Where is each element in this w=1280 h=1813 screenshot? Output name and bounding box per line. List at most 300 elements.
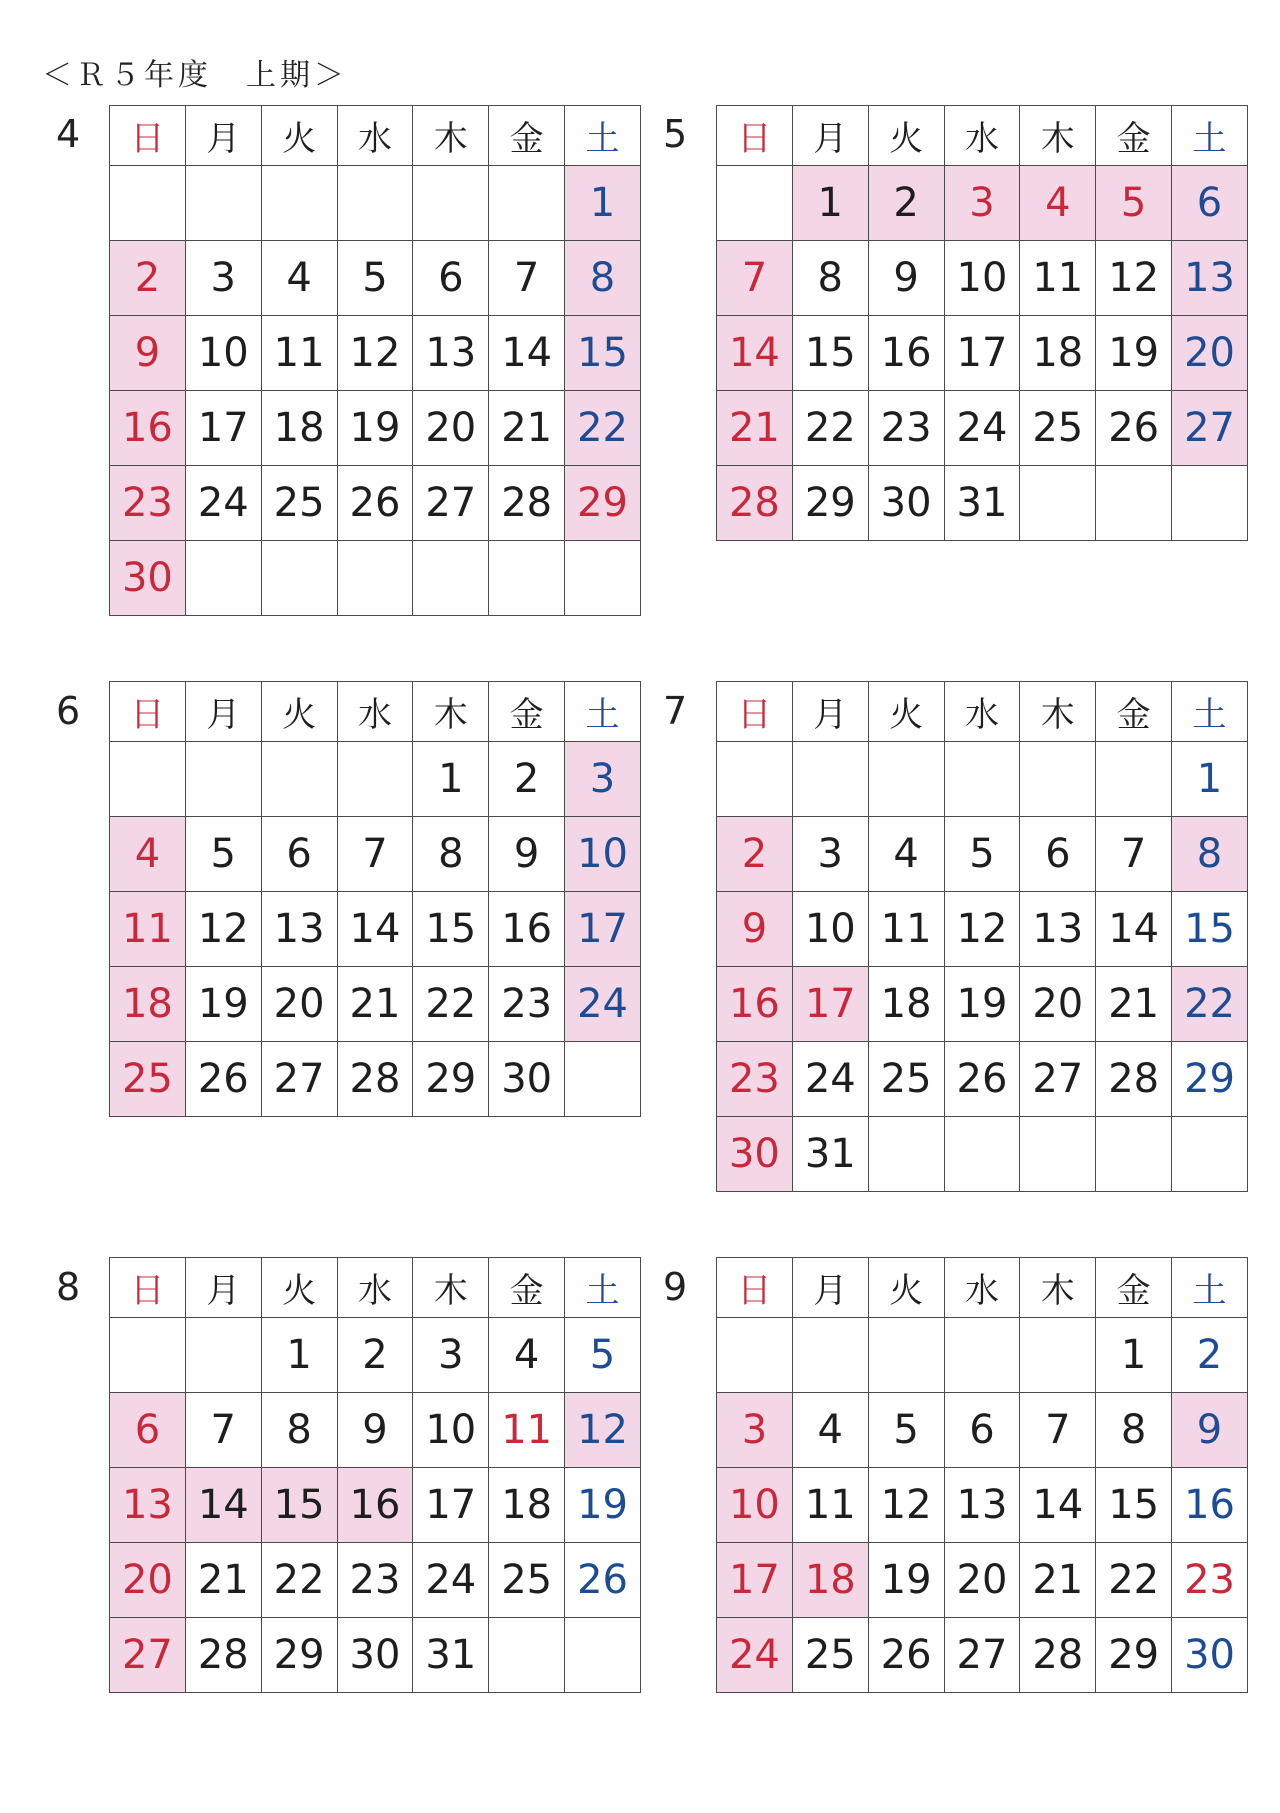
day-cell: 5 [185, 817, 261, 892]
week-row [110, 742, 641, 817]
day-cell: 13 [1172, 241, 1248, 316]
day-cell: 25 [868, 1042, 944, 1117]
day-cell: 28 [185, 1618, 261, 1693]
day-cell: 3 [944, 166, 1020, 241]
empty-cell [185, 1318, 261, 1393]
day-cell: 24 [413, 1543, 489, 1618]
empty-cell [565, 541, 641, 616]
empty-cell [1172, 1117, 1248, 1192]
day-cell: 2 [489, 742, 565, 817]
day-cell: 17 [185, 391, 261, 466]
empty-cell [717, 166, 793, 241]
day-cell: 1 [413, 742, 489, 817]
day-cell: 31 [944, 466, 1020, 541]
day-cell: 18 [489, 1468, 565, 1543]
day-cell: 18 [1020, 316, 1096, 391]
day-cell: 28 [1096, 1042, 1172, 1117]
day-cell: 8 [792, 241, 868, 316]
empty-cell [1096, 742, 1172, 817]
day-cell: 23 [717, 1042, 793, 1117]
day-cell: 27 [1172, 391, 1248, 466]
empty-cell [489, 1618, 565, 1693]
month-label-september: 9 [663, 1265, 688, 1309]
weekday-header: 日 [717, 106, 793, 166]
day-cell: 30 [868, 466, 944, 541]
day-cell: 23 [868, 391, 944, 466]
day-cell: 25 [261, 466, 337, 541]
day-cell: 28 [717, 466, 793, 541]
empty-cell [337, 166, 413, 241]
day-cell: 18 [792, 1543, 868, 1618]
day-cell: 16 [717, 967, 793, 1042]
empty-cell [489, 541, 565, 616]
weekday-header: 金 [489, 106, 565, 166]
weekday-header: 火 [261, 106, 337, 166]
weekday-header: 金 [1096, 106, 1172, 166]
day-cell: 4 [868, 817, 944, 892]
empty-cell [1020, 742, 1096, 817]
day-cell: 16 [337, 1468, 413, 1543]
day-cell: 19 [337, 391, 413, 466]
day-cell: 25 [489, 1543, 565, 1618]
day-cell: 5 [337, 241, 413, 316]
day-cell: 8 [1172, 817, 1248, 892]
page-title: ＜Ｒ５年度 上期＞ [42, 58, 348, 93]
empty-cell [1020, 1318, 1096, 1393]
day-cell: 19 [868, 1543, 944, 1618]
empty-cell [1096, 466, 1172, 541]
empty-cell [792, 742, 868, 817]
month-label-april: 4 [56, 112, 81, 156]
empty-cell [413, 166, 489, 241]
day-cell: 16 [489, 892, 565, 967]
day-cell: 29 [1172, 1042, 1248, 1117]
day-cell: 6 [261, 817, 337, 892]
day-cell: 23 [337, 1543, 413, 1618]
week-row [717, 466, 1248, 541]
day-cell: 4 [489, 1318, 565, 1393]
day-cell: 30 [717, 1117, 793, 1192]
day-cell: 25 [792, 1618, 868, 1693]
day-cell: 21 [1096, 967, 1172, 1042]
day-cell: 10 [565, 817, 641, 892]
weekday-header: 水 [944, 106, 1020, 166]
day-cell: 22 [413, 967, 489, 1042]
day-cell: 16 [110, 391, 186, 466]
weekday-header: 土 [565, 682, 641, 742]
empty-cell [489, 166, 565, 241]
day-cell: 1 [1096, 1318, 1172, 1393]
day-cell: 10 [413, 1393, 489, 1468]
day-cell: 14 [717, 316, 793, 391]
empty-cell [337, 742, 413, 817]
week-row [717, 316, 1248, 391]
day-cell: 23 [110, 466, 186, 541]
day-cell: 12 [1096, 241, 1172, 316]
day-cell: 29 [261, 1618, 337, 1693]
day-cell: 22 [1096, 1543, 1172, 1618]
empty-cell [185, 541, 261, 616]
day-cell: 18 [261, 391, 337, 466]
day-cell: 15 [1172, 892, 1248, 967]
weekday-header-row [110, 682, 641, 742]
week-row [110, 892, 641, 967]
week-row [717, 742, 1248, 817]
week-row [110, 1543, 641, 1618]
day-cell: 13 [1020, 892, 1096, 967]
weekday-header: 月 [792, 682, 868, 742]
day-cell: 14 [1020, 1468, 1096, 1543]
day-cell: 11 [489, 1393, 565, 1468]
weekday-header-row [110, 106, 641, 166]
empty-cell [565, 1042, 641, 1117]
weekday-header: 土 [1172, 682, 1248, 742]
week-row [110, 967, 641, 1042]
day-cell: 12 [337, 316, 413, 391]
day-cell: 1 [792, 166, 868, 241]
day-cell: 2 [337, 1318, 413, 1393]
day-cell: 21 [489, 391, 565, 466]
day-cell: 11 [792, 1468, 868, 1543]
week-row [717, 1618, 1248, 1693]
day-cell: 19 [944, 967, 1020, 1042]
day-cell: 30 [337, 1618, 413, 1693]
day-cell: 7 [185, 1393, 261, 1468]
day-cell: 17 [944, 316, 1020, 391]
weekday-header: 木 [1020, 1258, 1096, 1318]
day-cell: 24 [944, 391, 1020, 466]
empty-cell [944, 1117, 1020, 1192]
day-cell: 20 [1172, 316, 1248, 391]
day-cell: 29 [413, 1042, 489, 1117]
empty-cell [868, 1318, 944, 1393]
empty-cell [1096, 1117, 1172, 1192]
day-cell: 12 [944, 892, 1020, 967]
day-cell: 9 [717, 892, 793, 967]
weekday-header: 月 [185, 106, 261, 166]
day-cell: 10 [717, 1468, 793, 1543]
weekday-header: 水 [337, 682, 413, 742]
day-cell: 4 [792, 1393, 868, 1468]
day-cell: 27 [944, 1618, 1020, 1693]
day-cell: 17 [413, 1468, 489, 1543]
weekday-header: 土 [565, 106, 641, 166]
day-cell: 20 [413, 391, 489, 466]
empty-cell [868, 742, 944, 817]
empty-cell [944, 742, 1020, 817]
empty-cell [110, 1318, 186, 1393]
day-cell: 24 [717, 1618, 793, 1693]
calendar-april [109, 105, 641, 616]
day-cell: 13 [110, 1468, 186, 1543]
calendar-july [716, 681, 1248, 1192]
day-cell: 1 [1172, 742, 1248, 817]
day-cell: 28 [1020, 1618, 1096, 1693]
week-row [110, 1468, 641, 1543]
day-cell: 17 [717, 1543, 793, 1618]
day-cell: 26 [337, 466, 413, 541]
week-row [110, 316, 641, 391]
weekday-header-row [717, 1258, 1248, 1318]
day-cell: 3 [792, 817, 868, 892]
day-cell: 22 [261, 1543, 337, 1618]
week-row [110, 817, 641, 892]
empty-cell [792, 1318, 868, 1393]
day-cell: 22 [1172, 967, 1248, 1042]
day-cell: 23 [489, 967, 565, 1042]
day-cell: 20 [944, 1543, 1020, 1618]
empty-cell [944, 1318, 1020, 1393]
day-cell: 26 [944, 1042, 1020, 1117]
empty-cell [110, 742, 186, 817]
week-row [717, 1543, 1248, 1618]
empty-cell [565, 1618, 641, 1693]
day-cell: 15 [413, 892, 489, 967]
day-cell: 27 [1020, 1042, 1096, 1117]
day-cell: 4 [1020, 166, 1096, 241]
day-cell: 21 [337, 967, 413, 1042]
week-row [110, 1042, 641, 1117]
day-cell: 14 [185, 1468, 261, 1543]
empty-cell [261, 742, 337, 817]
empty-cell [185, 742, 261, 817]
day-cell: 30 [1172, 1618, 1248, 1693]
week-row [110, 241, 641, 316]
day-cell: 29 [565, 466, 641, 541]
day-cell: 5 [944, 817, 1020, 892]
day-cell: 2 [868, 166, 944, 241]
day-cell: 21 [185, 1543, 261, 1618]
day-cell: 23 [1172, 1543, 1248, 1618]
day-cell: 21 [1020, 1543, 1096, 1618]
day-cell: 27 [413, 466, 489, 541]
day-cell: 26 [185, 1042, 261, 1117]
weekday-header: 水 [944, 1258, 1020, 1318]
empty-cell [261, 541, 337, 616]
day-cell: 26 [868, 1618, 944, 1693]
day-cell: 13 [413, 316, 489, 391]
day-cell: 24 [792, 1042, 868, 1117]
day-cell: 18 [110, 967, 186, 1042]
day-cell: 2 [717, 817, 793, 892]
day-cell: 13 [944, 1468, 1020, 1543]
week-row [717, 391, 1248, 466]
day-cell: 10 [792, 892, 868, 967]
day-cell: 26 [1096, 391, 1172, 466]
weekday-header: 火 [868, 106, 944, 166]
day-cell: 4 [261, 241, 337, 316]
weekday-header: 日 [110, 682, 186, 742]
day-cell: 16 [868, 316, 944, 391]
weekday-header: 木 [1020, 682, 1096, 742]
day-cell: 8 [565, 241, 641, 316]
weekday-header: 日 [717, 1258, 793, 1318]
day-cell: 12 [185, 892, 261, 967]
day-cell: 11 [261, 316, 337, 391]
week-row [717, 1393, 1248, 1468]
day-cell: 28 [489, 466, 565, 541]
calendar-september [716, 1257, 1248, 1693]
weekday-header: 火 [261, 682, 337, 742]
day-cell: 24 [185, 466, 261, 541]
week-row [110, 1618, 641, 1693]
day-cell: 17 [565, 892, 641, 967]
day-cell: 20 [1020, 967, 1096, 1042]
day-cell: 29 [1096, 1618, 1172, 1693]
day-cell: 15 [261, 1468, 337, 1543]
day-cell: 31 [792, 1117, 868, 1192]
weekday-header-row [717, 682, 1248, 742]
day-cell: 19 [1096, 316, 1172, 391]
weekday-header: 金 [489, 682, 565, 742]
day-cell: 2 [110, 241, 186, 316]
week-row [110, 1393, 641, 1468]
week-row [717, 241, 1248, 316]
day-cell: 12 [868, 1468, 944, 1543]
empty-cell [1020, 1117, 1096, 1192]
day-cell: 9 [868, 241, 944, 316]
day-cell: 3 [185, 241, 261, 316]
weekday-header: 水 [337, 106, 413, 166]
weekday-header-row [717, 106, 1248, 166]
day-cell: 17 [792, 967, 868, 1042]
weekday-header: 木 [413, 1258, 489, 1318]
week-row [717, 1318, 1248, 1393]
weekday-header: 金 [489, 1258, 565, 1318]
day-cell: 18 [868, 967, 944, 1042]
day-cell: 7 [1020, 1393, 1096, 1468]
week-row [110, 391, 641, 466]
month-label-may: 5 [663, 112, 688, 156]
day-cell: 10 [944, 241, 1020, 316]
empty-cell [337, 541, 413, 616]
day-cell: 6 [1020, 817, 1096, 892]
day-cell: 20 [110, 1543, 186, 1618]
weekday-header: 木 [1020, 106, 1096, 166]
day-cell: 14 [1096, 892, 1172, 967]
weekday-header-row [110, 1258, 641, 1318]
day-cell: 6 [944, 1393, 1020, 1468]
week-row [717, 1117, 1248, 1192]
day-cell: 1 [565, 166, 641, 241]
day-cell: 15 [1096, 1468, 1172, 1543]
day-cell: 14 [489, 316, 565, 391]
day-cell: 6 [110, 1393, 186, 1468]
day-cell: 5 [868, 1393, 944, 1468]
weekday-header: 日 [110, 106, 186, 166]
weekday-header: 日 [110, 1258, 186, 1318]
day-cell: 11 [1020, 241, 1096, 316]
week-row [717, 166, 1248, 241]
day-cell: 8 [413, 817, 489, 892]
day-cell: 11 [868, 892, 944, 967]
empty-cell [868, 1117, 944, 1192]
day-cell: 9 [337, 1393, 413, 1468]
day-cell: 24 [565, 967, 641, 1042]
weekday-header: 木 [413, 106, 489, 166]
weekday-header: 金 [1096, 682, 1172, 742]
day-cell: 30 [489, 1042, 565, 1117]
day-cell: 4 [110, 817, 186, 892]
day-cell: 19 [185, 967, 261, 1042]
day-cell: 7 [717, 241, 793, 316]
day-cell: 30 [110, 541, 186, 616]
day-cell: 7 [489, 241, 565, 316]
day-cell: 22 [565, 391, 641, 466]
weekday-header: 月 [185, 1258, 261, 1318]
weekday-header: 火 [868, 682, 944, 742]
day-cell: 13 [261, 892, 337, 967]
day-cell: 27 [261, 1042, 337, 1117]
weekday-header: 水 [337, 1258, 413, 1318]
day-cell: 12 [565, 1393, 641, 1468]
day-cell: 6 [1172, 166, 1248, 241]
empty-cell [185, 166, 261, 241]
empty-cell [261, 166, 337, 241]
day-cell: 15 [565, 316, 641, 391]
empty-cell [717, 742, 793, 817]
day-cell: 5 [565, 1318, 641, 1393]
day-cell: 7 [337, 817, 413, 892]
calendar-august [109, 1257, 641, 1693]
empty-cell [1172, 466, 1248, 541]
week-row [717, 817, 1248, 892]
day-cell: 15 [792, 316, 868, 391]
day-cell: 21 [717, 391, 793, 466]
day-cell: 22 [792, 391, 868, 466]
week-row [110, 1318, 641, 1393]
weekday-header: 月 [792, 1258, 868, 1318]
day-cell: 3 [565, 742, 641, 817]
weekday-header: 火 [261, 1258, 337, 1318]
day-cell: 19 [565, 1468, 641, 1543]
empty-cell [1020, 466, 1096, 541]
weekday-header: 土 [565, 1258, 641, 1318]
day-cell: 6 [413, 241, 489, 316]
day-cell: 9 [489, 817, 565, 892]
day-cell: 1 [261, 1318, 337, 1393]
week-row [717, 1468, 1248, 1543]
week-row [110, 466, 641, 541]
day-cell: 14 [337, 892, 413, 967]
day-cell: 16 [1172, 1468, 1248, 1543]
week-row [110, 166, 641, 241]
weekday-header: 水 [944, 682, 1020, 742]
weekday-header: 金 [1096, 1258, 1172, 1318]
day-cell: 9 [1172, 1393, 1248, 1468]
week-row [110, 541, 641, 616]
day-cell: 25 [110, 1042, 186, 1117]
day-cell: 8 [1096, 1393, 1172, 1468]
calendar-may [716, 105, 1248, 541]
weekday-header: 月 [185, 682, 261, 742]
weekday-header: 木 [413, 682, 489, 742]
weekday-header: 土 [1172, 1258, 1248, 1318]
day-cell: 8 [261, 1393, 337, 1468]
weekday-header: 土 [1172, 106, 1248, 166]
day-cell: 3 [413, 1318, 489, 1393]
day-cell: 27 [110, 1618, 186, 1693]
week-row [717, 1042, 1248, 1117]
day-cell: 25 [1020, 391, 1096, 466]
day-cell: 28 [337, 1042, 413, 1117]
day-cell: 7 [1096, 817, 1172, 892]
week-row [717, 892, 1248, 967]
empty-cell [717, 1318, 793, 1393]
week-row [717, 967, 1248, 1042]
weekday-header: 月 [792, 106, 868, 166]
day-cell: 26 [565, 1543, 641, 1618]
